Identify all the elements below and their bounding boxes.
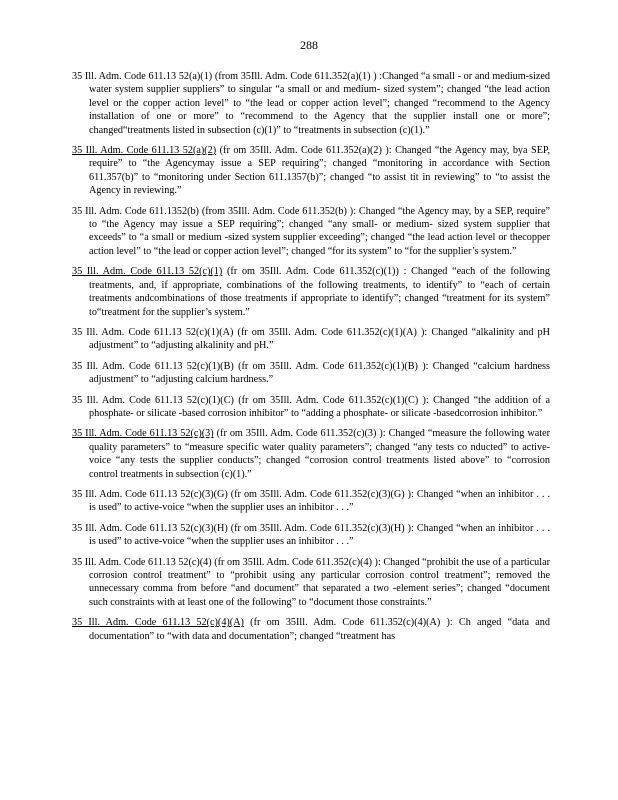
entry-citation: 35 Ill. Adm. Code 611.13 52(c)(1)(A) [72, 326, 234, 338]
entry-citation: 35 Ill. Adm. Code 611.1352(b) [72, 205, 199, 217]
entry [72, 144, 550, 198]
entry [72, 360, 550, 387]
entry-text: (fr om 35Ill. Adm. Code 611.352(c)(3)(H) ): Changed “when an inhibitor . . . is used” to active-voice “when the supplier uses an inhibitor . . .” [89, 522, 550, 548]
entry [72, 205, 550, 259]
entry-text: (fr om 35Ill. Adm. Code 611.352(c)(1)) : Changed “each of the following treatments, and, if appropriate, combinations of the following treatments, to identify” to “each of certain treatments andcombinations of those treatments if appropriate to identify”; changed “treatment for its system” to“treatment for the supplier’s system.” [89, 266, 550, 318]
entry-text: (fr om 35Ill. Adm. Code 611.352(c)(1)(C) ): Changed “the addition of a phosphate- or silicate -based corrosion inhibitor” to “adding a phosphate- or silicate -basedcorrosion inhibitor.” [89, 394, 550, 419]
entry-text: (fr om 35Ill. Adm. Code 611.352(c)(3) ): Changed “measure the following water quality parameters” to “measure specific water quality parameters”; changed “any tests co nducted” to active-voice “any tests the supplier conducts”; changed “corrosion control treatments listed above” to “corrosion control treatments in subsection (c)(1).” [89, 428, 550, 480]
entry [72, 616, 550, 643]
entry-citation: 35 Ill. Adm. Code 611.13 52(c)(1) [72, 266, 223, 278]
entry [72, 70, 550, 137]
entry [72, 522, 550, 549]
entry-citation: 35 Ill. Adm. Code 611.13 52(a)(1) [72, 71, 213, 82]
entry [72, 326, 550, 353]
entry-text: (fr om 35Ill. Adm. Code 611.352(c)(3)(G) ): Changed “when an inhibitor . . . is used” to active-voice “when the supplier uses an inhibitor . . .” [89, 488, 550, 514]
entry [72, 488, 550, 515]
entry-citation: 35 Ill. Adm. Code 611.13 52(a)(2) [72, 145, 217, 157]
entry-text: (fr om 35Ill. Adm. Code 611.352(c)(1)(A) ): Changed “alkalinity and pH adjustment” to “adjusting alkalinity and pH.” [89, 326, 551, 352]
entry-citation: 35 Ill. Adm. Code 611.13 52(c)(3)(H) [72, 522, 228, 534]
entry-text: (fr om 35Ill. Adm. Code 611.352(c)(4) ): Changed “prohibit the use of a particular corrosion control treatment” to “prohibit using any particular corrosion control treatment”; removed the unnecessary comma from before “and document” that separated a two -element series”; changed “document such constraints with at least one of the following” to “document those constraints.” [89, 556, 550, 608]
entry-citation: 35 Ill. Adm. Code 611.13 52(c)(4) [72, 556, 212, 568]
entry-citation: 35 Ill. Adm. Code 611.13 52(c)(1)(C) [72, 394, 234, 406]
entry-citation: 35 Ill. Adm. Code 611.13 52(c)(1)(B) [72, 360, 234, 372]
entry-text: (from 35Ill. Adm. Code 611.352(b) ): Changed “the Agency may, by a SEP, require” to “the Agency may issue a SEP requiring”; changed “any small- or medium- sized system supplier that exceeds” to “a small or medium -sized system supplier exceeding”; changed “the lead action level or thecopper action level” to “the lead or copper action level”; changed “for its system” to “for the supplier’s system.” [89, 205, 550, 257]
page-number: 288 [300, 38, 318, 52]
entry-text: (fr om 35Ill. Adm. Code 611.352(c)(1)(B) ): Changed “calcium hardness adjustment” to “adjusting calcium hardness.” [89, 360, 550, 386]
entry-text: (from 35Ill. Adm. Code 611.352(a)(1) ) :Changed “a small - or and medium-sized water system supplier suppliers” to singular “a small or and medium- sized system”; changed “the lead action level or the copper action level” to “the lead or copper action level”; changed “recommend to the Agency installation of one or more” to “recommend to the Agency that the supplier install one or more”; changed“treatments listed in subsection (c)(1)” to “treatments in subsection (c)(1).” [89, 71, 550, 136]
entry-text: (fr om 35Ill. Adm. Code 611.352(c)(4)(A) ): Ch anged “data and documentation” to “with data and documentation”; changed “treatment has [89, 617, 550, 642]
entry-citation: 35 Ill. Adm. Code 611.13 52(c)(3) [72, 428, 214, 440]
entry-citation: 35 Ill. Adm. Code 611.13 52(c)(4)(A) [72, 617, 244, 629]
entry-citation: 35 Ill. Adm. Code 611.13 52(c)(3)(G) [72, 488, 228, 500]
entry [72, 427, 550, 481]
entry [72, 394, 550, 421]
entry-list [72, 70, 550, 650]
entry [72, 265, 550, 319]
entry-text: (fr om 35Ill. Adm. Code 611.352(a)(2) ): Changed “the Agency may, bya SEP, require” to “the Agencymay issue a SEP requiring”; changed “monitoring in accordance with Section 611.357(b)” to “monitoring under Section 611.1357(b)”; changed “to assist tit in reviewing” to “to assist the Agency in reviewing.” [89, 145, 551, 197]
entry [72, 556, 550, 610]
